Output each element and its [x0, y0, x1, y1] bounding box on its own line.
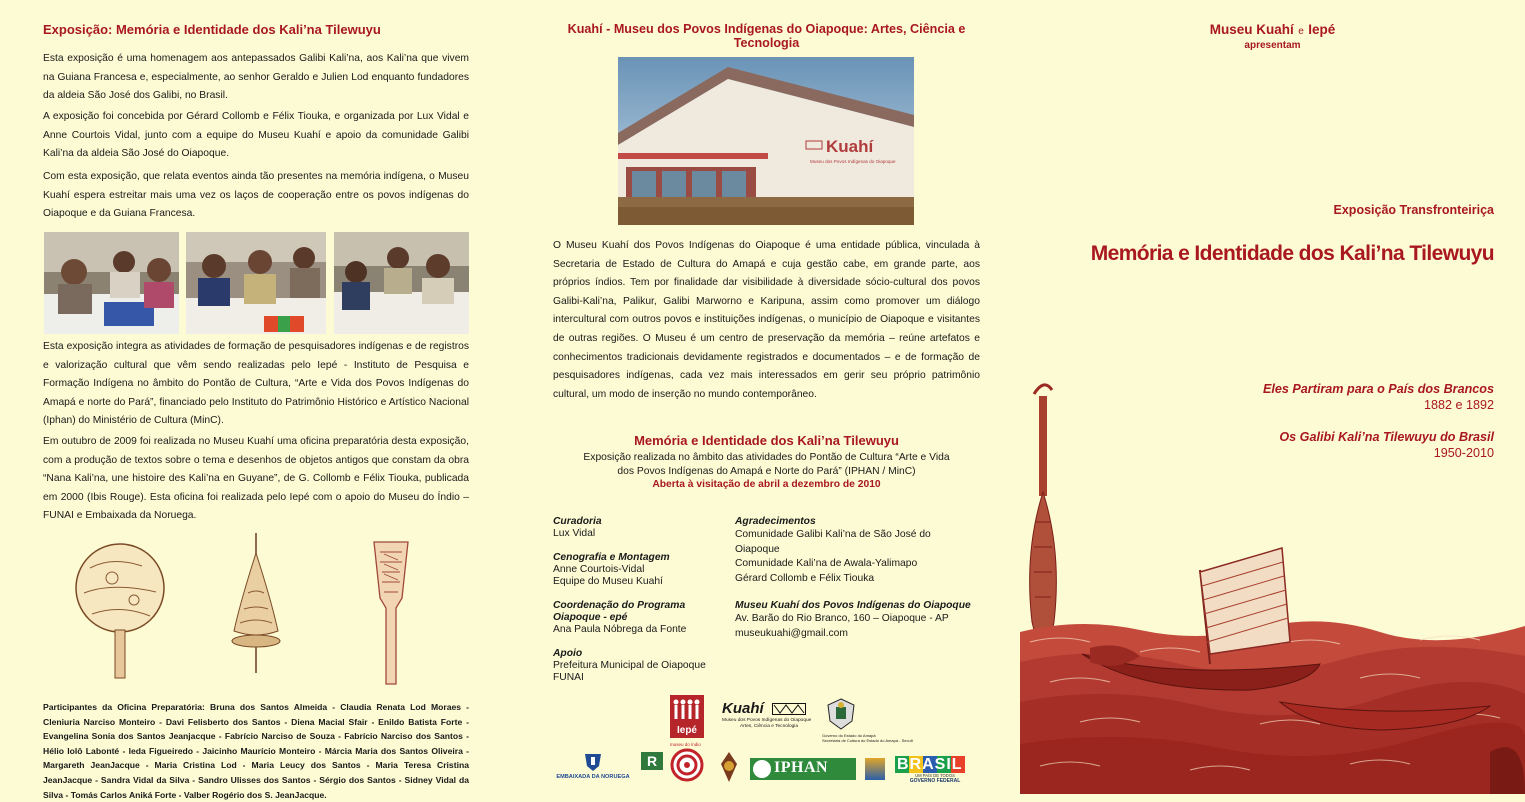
kuahi-logo-sub-1: Museu dos Povos Indígenas do Oiapoque [722, 718, 812, 723]
credit-line: Anne Courtois-Vidal [553, 564, 645, 575]
credit-line: Lux Vidal [553, 528, 596, 539]
credit-label: Agradecimentos [735, 516, 816, 527]
credit-label: Apoio [553, 648, 583, 659]
credit-curadoria [553, 516, 733, 540]
iphan-logo-text: IPHAN [774, 759, 829, 776]
gov-federal-text: GOVERNO FEDERAL [909, 778, 961, 784]
credit-line: Prefeitura Municipal de Oiapoque [553, 660, 706, 671]
credit-line: museukuahi@gmail.com [735, 627, 848, 639]
museu-do-indio-logo [670, 742, 704, 784]
left-paragraph-2: A exposição foi concebida por Gérard Collomb e Félix Tiouka, e organizada por Lux Vidal e Anne Courtois Vidal, junto com a equipe do Museu Kuahí e apoio da comunidade Galibi Kali’na da aldeia São José do Oiapoque. [43, 111, 469, 160]
kuahi-logo-text: Kuahí [722, 700, 764, 717]
credit-label: Curadoria [553, 516, 602, 527]
credit-line: Ana Paula Nóbrega da Fonte [553, 624, 687, 635]
brasil-word: BRASIL [897, 756, 963, 773]
presenters [1020, 21, 1525, 39]
credit-line: Comunidade Galibi Kali’na de São José do Oiapoque [735, 529, 931, 555]
expo-dates: Aberta à visitação de abril a dezembro de 2010 [652, 479, 881, 490]
noruega-logo-text: EMBAIXADA DA NORUEGA [556, 774, 630, 780]
sailboat-engraving-illustration [1020, 372, 1525, 794]
kuahi-logo-sub-2: Artes, Ciência e Tecnologia [740, 723, 799, 729]
brasil-slogan: UM PAÍS DE TODOS [915, 773, 955, 778]
workshop-participants: Participantes da Oficina Preparatória: Bruna dos Santos Almeida - Claudia Renata Lod Moraes - Cleniuria Narciso Monteiro - Davi Felisberto dos Santos - Diena Macial Sfair - Enildo Batista Forte - Evangelina Sonia dos Santos Jeanjacque - Fabrício Narciso de Souza - Fabrício Narciso dos Santos - Hélio Iolô Labonté - Ieda Figueiredo - Jaicinho Maurício Monteiro - Márcia Maria dos Santos Oliveira - Margareth JeanJacque - Maria Cristina Lod - Maria Leucy dos Santos - Maria Teresa Cristina JeanJacque - Sandra Vidal da Silva - Sandro Ulisses dos Santos - Sérgio dos Santos - Sidney Vidal da Silva - Tomás Carlos Aniká Forte - Valber Rogério dos S. JeanJacque. [43, 702, 469, 800]
credit-line: Equipe do Museu Kuahí [553, 576, 663, 587]
rede-logo-mark: R [641, 752, 663, 770]
left-heading: Exposição: Memória e Identidade dos Kali’na Tilewuyu [43, 22, 381, 37]
subtitle-2: Os Galibi Kali’na Tilewuyu do Brasil [1279, 430, 1494, 444]
credit-agradecimentos [735, 516, 970, 586]
brasil-gov-logo [895, 757, 975, 785]
building-sign: Kuahí [826, 137, 874, 156]
noruega-logo [553, 752, 633, 782]
workshop-photo-2 [186, 232, 326, 334]
credit-line: Av. Barão do Rio Branco, 160 – Oiapoque - AP [735, 613, 949, 624]
presenter-2: Iepé [1308, 22, 1336, 37]
museu-do-indio-text: museu do índio [670, 742, 701, 747]
iphan-flower-icon [753, 760, 771, 778]
gov-amapa-text-1: Governo do Estado do Amapá [822, 733, 876, 738]
credit-coordenacao [553, 600, 703, 636]
left-panel [0, 0, 510, 800]
kuahi-pattern-icon [772, 703, 806, 715]
museu-do-indio-spiral-icon [670, 748, 704, 782]
workshop-photo-3 [334, 232, 469, 334]
fan-artifact-drawing [72, 538, 168, 680]
left-paragraph-5: Em outubro de 2009 foi realizada no Museu Kuahí uma oficina preparatória desta exposição, com a produção de textos sobre o tema e desenhos de objetos antigos que constam da obra “Nana Kali’na, une histoire des Kali’na en Guyane”, de G. Collomb e Félix Tiouka, publicada em 2000 (Ibis Rouge). Esta oficina foi realizada pelo Iepé com o apoio do Museu do Índio – FUNAI e Embaixada da Noruega. [43, 436, 469, 522]
expo-line-2: dos Povos Indígenas do Amapá e Norte do Pará” (IPHAN / MinC) [617, 465, 916, 477]
presents-text: apresentam [1244, 40, 1301, 51]
credit-label: Cenografia e Montagem [553, 552, 670, 563]
exhibition-title: Memória e Identidade dos Kali’na Tilewuyu [1090, 242, 1494, 265]
amapa-coat-of-arms-icon [824, 697, 858, 731]
left-paragraph-4: Esta exposição integra as atividades de formação de pesquisadores indígenas e de registros e valorização cultural que vêm sendo realizadas pelo Iepé - Instituto de Pesquisa e Formação Indígena no âmbito do Pontão de Cultura, “Arte e Vida dos Povos Indígenas do Amapá e norte do Pará”, financiado pelo Instituto do Patrimônio Histórico e Artístico Nacional (Iphan) do Ministério de Cultura (MinC). [43, 341, 469, 427]
norway-crest-icon [581, 752, 605, 772]
middle-heading: Kuahí - Museu dos Povos Indígenas do Oiapoque: Artes, Ciência e Tecnologia [567, 22, 966, 50]
brasil-logo-text [895, 757, 975, 773]
credit-label: Museu Kuahí dos Povos Indígenas do Oiapoque [735, 600, 971, 611]
iepe-logo [670, 695, 704, 738]
subtitle-1-dates: 1882 e 1892 [1423, 398, 1494, 412]
presenter-1: Museu Kuahí [1209, 22, 1294, 37]
kuahi-logo [722, 700, 822, 729]
credit-line: Comunidade Kali’na de Awala-Yalimapo [735, 558, 918, 569]
credit-museum-address [735, 600, 980, 641]
workshop-photo-1 [44, 232, 179, 334]
funai-emblem-icon [715, 750, 743, 784]
credit-line: Gérard Collomb e Félix Tiouka [735, 572, 875, 584]
expo-title: Memória e Identidade dos Kali’na Tilewuyu [634, 433, 899, 448]
gov-amapa-text-2: Secretaria de Cultura do Estado do Amapá - Secult [822, 738, 913, 743]
museum-building-photo [618, 57, 914, 225]
iepe-logo-text: Iepé [676, 725, 697, 736]
credit-apoio [553, 648, 733, 684]
expo-line-1: Exposição realizada no âmbito das atividades do Pontão de Cultura “Arte e Vida [583, 452, 950, 463]
spindle-artifact-drawing [224, 533, 288, 673]
minc-logo [865, 758, 885, 780]
iphan-logo [750, 758, 856, 780]
presenter-and: e [1298, 26, 1304, 37]
credit-label: Coordenação do Programa Oiapoque - epé [553, 600, 686, 623]
rede-logo [641, 752, 665, 782]
right-panel [1020, 0, 1525, 794]
subtitle-1: Eles Partiram para o País dos Brancos [1263, 382, 1494, 396]
middle-panel [510, 0, 1020, 794]
building-sign-subtitle: Museu dos Povos Indígenas do Oiapoque [810, 159, 896, 164]
museum-description: O Museu Kuahí dos Povos Indígenas do Oiapoque é uma entidade pública, vinculada à Secretaria de Estado de Cultura do Amapá e cuja gestão cabe, em grande parte, aos próprios índios. Tem por finalidade dar visibilidade à diversidade sócio-cultural dos povos Galibi-Kali’na, Palikur, Galibi Marworno e Karipuna, assim como promover um diálogo intercultural com outros povos e instituições indígenas, o município de Oiapoque e visitantes de outras regiões. O Museu é um centro de preservação da memória – reúne artefatos e conhecimentos tradicionais devidamente registrados e documentados – e de formação de pesquisadores indígenas, cada vez mais interessados em gerir seu próprio patrimônio cultural, um modo de inserção no mundo contemporâneo. [553, 240, 980, 400]
credit-line: FUNAI [553, 672, 584, 683]
credit-cenografia [553, 552, 733, 588]
left-paragraph-1: Esta exposição é uma homenagem aos antepassados Galibi Kali’na, aos Kali’na que vivem na Guiana Francesa e, especialmente, ao senhor Geraldo e Julien Lod enquanto fundadores da aldeia São José dos Galibi, no Brasil. [43, 53, 469, 102]
subtitle-2-dates: 1950-2010 [1433, 446, 1494, 460]
exhibition-kicker: Exposição Transfronteiriça [1333, 203, 1494, 217]
club-artifact-drawing [370, 538, 412, 688]
funai-logo [715, 750, 743, 784]
left-paragraph-3: Com esta exposição, que relata eventos ainda tão presentes na memória indígena, o Museu Kuahí espera estreitar mais uma vez os laços de cooperação entre os povos indígenas do Oiapoque e da Guiana Francesa. [43, 171, 469, 220]
